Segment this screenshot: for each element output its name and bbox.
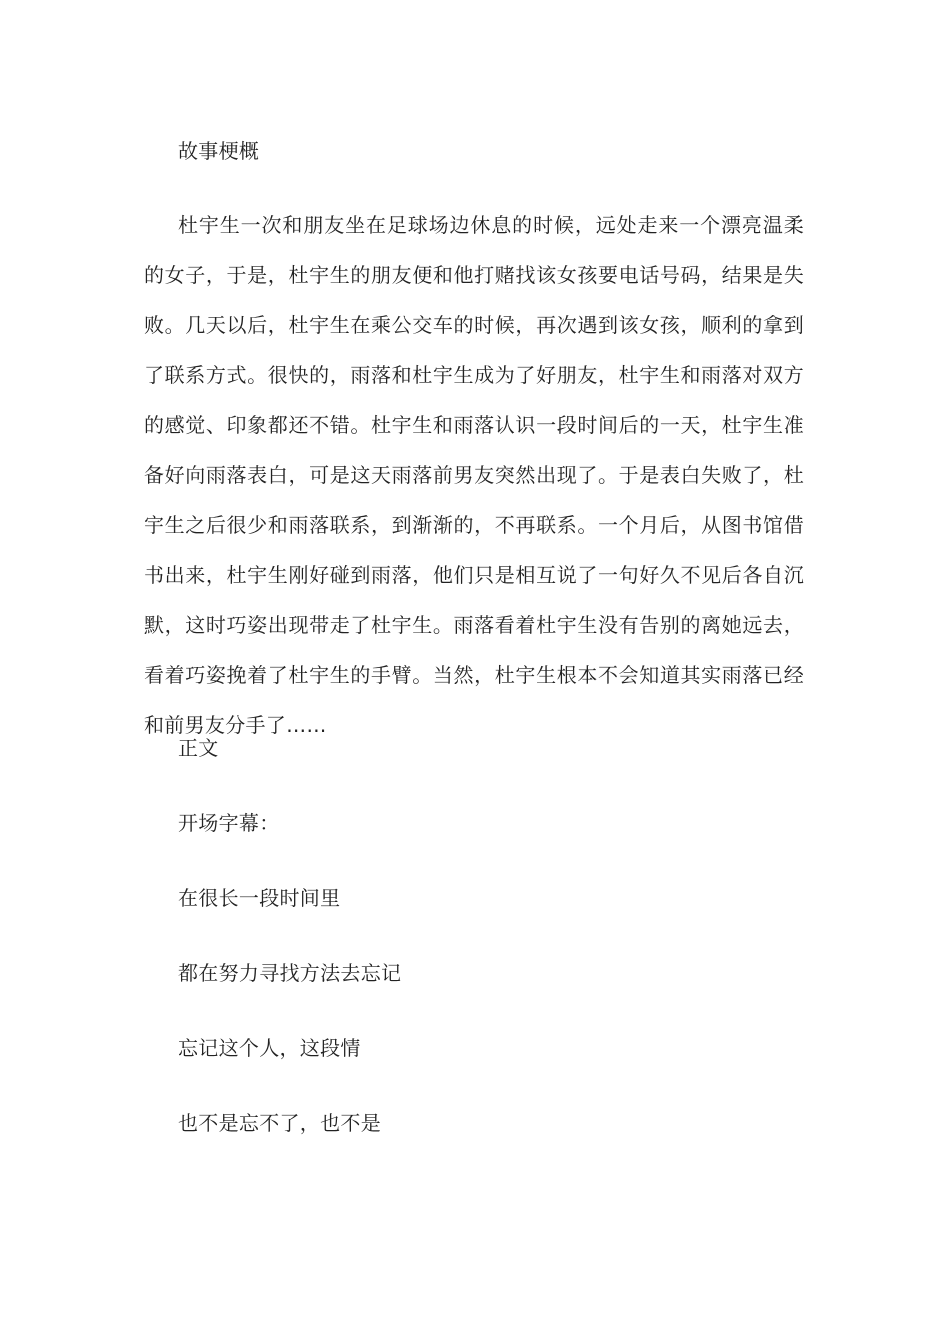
body-heading: 正文 (178, 736, 219, 760)
summary-body: 杜宇生一次和朋友坐在足球场边休息的时候，远处走来一个漂亮温柔的女子，于是，杜宇生的朋友便和他打赌找该女孩要电话号码，结果是失败。几天以后，杜宇生在乘公交车的时候，再次遇到该女孩，顺利的拿到了联系方式。很快的，雨落和杜宇生成为了好朋友，杜宇生和雨落对双方的感觉、印象都还不错。杜宇生和雨落认识一段时间后的一天，杜宇生准备好向雨落表白，可是这天雨落前男友突然出现了。于是表白失败了，杜宇生之后很少和雨落联系，到渐渐的，不再联系。一个月后，从图书馆借书出来，杜宇生刚好碰到雨落，他们只是相互说了一句好久不见后各自沉默，这时巧姿出现带走了杜宇生。雨落看着杜宇生没有告别的离她远去，看着巧姿挽着了杜宇生的手臂。当然，杜宇生根本不会知道其实雨落已经和前男友分手了…… (144, 213, 804, 737)
body-line-4: 也不是忘不了，也不是 (178, 1111, 381, 1135)
body-line-1: 在很长一段时间里 (178, 886, 341, 910)
summary-heading: 故事梗概 (178, 139, 260, 163)
body-line-3: 忘记这个人，这段情 (178, 1036, 361, 1060)
opening-label: 开场字幕： (178, 811, 280, 835)
body-line-2: 都在努力寻找方法去忘记 (178, 961, 402, 985)
